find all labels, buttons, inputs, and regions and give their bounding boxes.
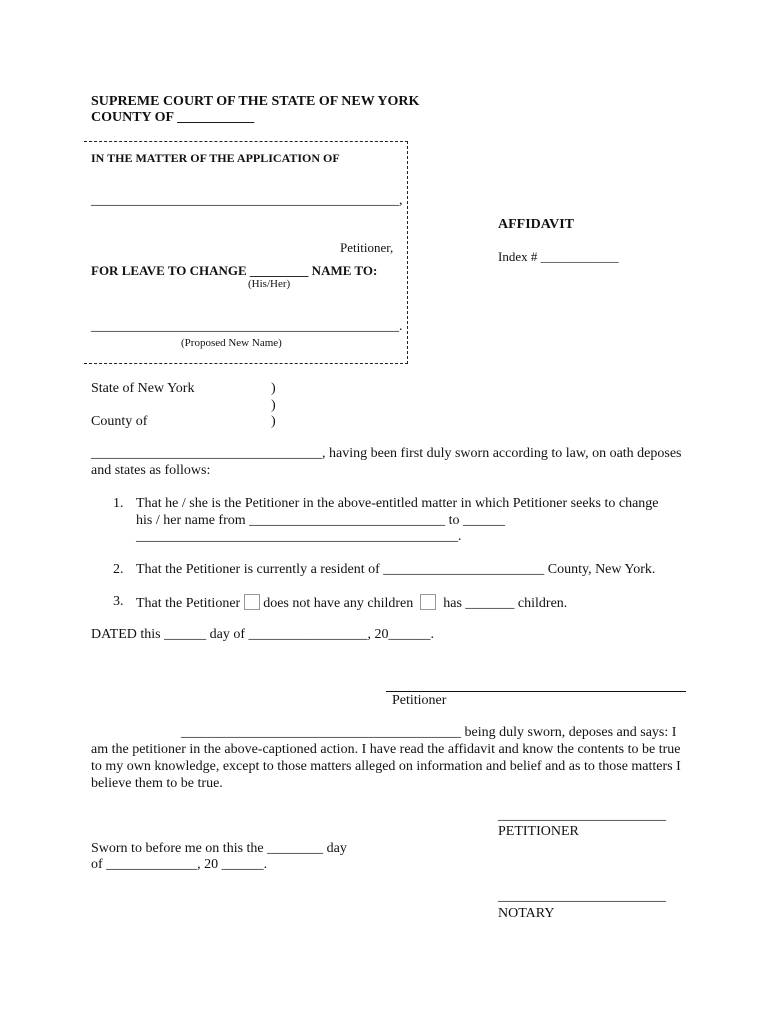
court-title: SUPREME COURT OF THE STATE OF NEW YORK [91,94,420,109]
sworn-line-1: Sworn to before me on this the ________ day [91,841,347,856]
item-3-row [136,594,567,612]
notary-label: NOTARY [498,906,555,921]
verification-line-2: am the petitioner in the above-captioned action. I have read the affidavit and know the contents to be true [91,742,681,757]
verification-line-1: ________________________________________ being duly sworn, deposes and says: I [181,725,677,740]
item-2-text: That the Petitioner is currently a resident of _______________________ County, New York. [136,562,656,577]
item-1-line-2: his / her name from ____________________________ to ______ [136,513,506,528]
venue-state: State of New York [91,381,195,396]
applicant-name-line: ____________________________________________, [91,193,403,208]
venue-paren: ) [271,398,276,413]
dated-line: DATED this ______ day of _________________, 20______. [91,627,434,642]
item-number: 3. [113,594,124,609]
intro-line-1: _________________________________, having been first duly sworn according to law, on oath deposes [91,446,682,461]
item-1-line-3: ______________________________________________. [136,529,462,544]
petitioner-verification-label: PETITIONER [498,824,579,839]
item-number: 2. [113,562,124,577]
leave-to-change: FOR LEAVE TO CHANGE _________ NAME TO: [91,263,378,278]
affidavit-title: AFFIDAVIT [498,217,574,232]
item-1-line-1: That he / she is the Petitioner in the above-entitled matter in which Petitioner seeks to change [136,496,659,511]
petitioner-verification-line: ________________________ [498,808,666,823]
index-number: Index # ____________ [498,249,619,264]
county-title: COUNTY OF ___________ [91,110,255,125]
verification-line-3: to my own knowledge, except to those matters alleged on information and belief and as to those matters I [91,759,681,774]
item-3-text-a: That the Petitioner [136,596,241,611]
item-3-text-c: has _______ children. [443,596,568,611]
verification-line-4: believe them to be true. [91,776,223,791]
matter-heading: IN THE MATTER OF THE APPLICATION OF [91,151,340,165]
his-her-caption: (His/Her) [248,278,291,290]
petitioner-signature-label: Petitioner [392,693,447,708]
venue-county: County of [91,414,148,429]
venue-paren: ) [271,414,276,429]
proposed-name-caption: (Proposed New Name) [181,337,282,349]
item-number: 1. [113,496,124,511]
no-children-checkbox[interactable] [244,594,260,610]
item-3-text-b: does not have any children [263,596,414,611]
venue-paren: ) [271,381,276,396]
intro-line-2: and states as follows: [91,463,211,478]
sworn-line-2: of _____________, 20 ______. [91,857,268,872]
petitioner-signature-line [386,691,686,692]
petitioner-caption: Petitioner, [340,240,394,255]
notary-line: ________________________ [498,889,666,904]
new-name-line: ____________________________________________. [91,319,403,334]
has-children-checkbox[interactable] [420,594,436,610]
